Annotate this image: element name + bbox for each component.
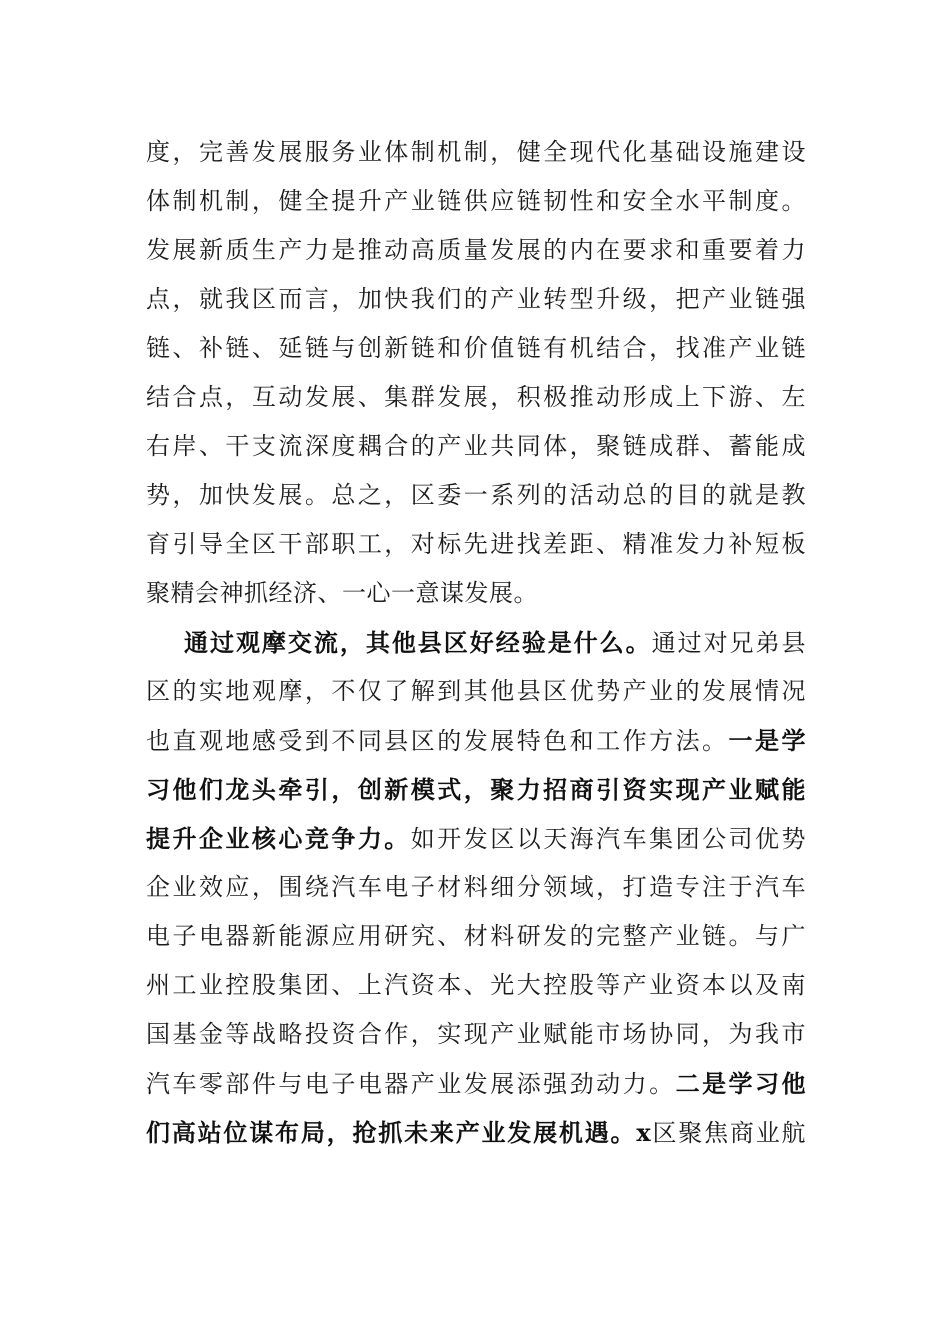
text-line	[146, 520, 806, 569]
bold-text-segment: 提升企业核心竞争力。	[146, 824, 411, 853]
text-segment: 结合点，互动发展、集群发展，积极推动形成上下游、左	[146, 383, 806, 411]
text-line	[146, 373, 806, 422]
text-line	[146, 128, 806, 177]
text-line	[146, 471, 806, 520]
text-segment: 育引导全区干部职工，对标先进找差距、精准发力补短板	[146, 530, 806, 558]
text-segment: 右岸、干支流深度耦合的产业共同体，聚链成群、蓄能成	[146, 432, 806, 460]
bold-text-segment: 们高站位谋布局，抢抓未来产业发展机遇。	[146, 1118, 637, 1147]
text-segment: 如开发区以天海汽车集团公司优势	[410, 825, 807, 853]
text-line	[146, 863, 806, 912]
text-line	[146, 618, 806, 667]
text-line	[146, 422, 806, 471]
text-line	[146, 1059, 806, 1108]
bold-text-segment: 一是学	[728, 726, 807, 755]
bold-text-segment: 二是学习他	[675, 1069, 807, 1098]
text-line	[146, 961, 806, 1010]
body-text	[146, 128, 806, 1157]
text-line	[146, 667, 806, 716]
text-line	[146, 226, 806, 275]
text-segment: 电子电器新能源应用研究、材料研发的完整产业链。与广	[146, 922, 806, 950]
text-segment: 链、补链、延链与创新链和价值链有机结合，找准产业链	[146, 334, 806, 362]
text-line	[146, 1010, 806, 1059]
text-line	[146, 1108, 806, 1157]
text-segment: 区聚焦商业航	[651, 1119, 807, 1147]
text-line	[146, 324, 806, 373]
text-line	[146, 716, 806, 765]
text-segment: 也直观地感受到不同县区的发展特色和工作方法。	[146, 727, 729, 755]
bold-text-segment: x	[636, 1118, 652, 1147]
text-line	[146, 569, 806, 618]
bold-text-segment: 通过观摩交流，其他县区好经验是什么。	[184, 628, 652, 657]
text-segment: 企业效应，围绕汽车电子材料细分领域，打造专注于汽车	[146, 873, 806, 901]
bold-text-segment: 习他们龙头牵引，创新模式，聚力招商引资实现产业赋能	[146, 775, 806, 804]
text-segment: 点，就我区而言，加快我们的产业转型升级，把产业链强	[146, 285, 806, 313]
text-segment: 区的实地观摩，不仅了解到其他县区优势产业的发展情况	[146, 677, 806, 705]
text-line	[146, 275, 806, 324]
text-segment: 州工业控股集团、上汽资本、光大控股等产业资本以及南	[146, 971, 806, 999]
text-segment: 发展新质生产力是推动高质量发展的内在要求和重要着力	[146, 236, 806, 264]
text-line	[146, 177, 806, 226]
text-line	[146, 912, 806, 961]
text-segment: 汽车零部件与电子电器产业发展添强劲动力。	[146, 1070, 676, 1098]
text-segment: 度，完善发展服务业体制机制，健全现代化基础设施建设	[146, 138, 806, 166]
text-segment: 体制机制，健全提升产业链供应链韧性和安全水平制度。	[146, 187, 806, 215]
text-segment: 通过对兄弟县	[651, 629, 807, 657]
text-line	[146, 765, 806, 814]
text-segment: 国基金等战略投资合作，实现产业赋能市场协同，为我市	[146, 1020, 806, 1048]
text-segment: 聚精会神抓经济、一心一意谋发展。	[146, 579, 538, 607]
text-line	[146, 814, 806, 863]
text-segment: 势，加快发展。总之，区委一系列的活动总的目的就是教	[146, 481, 806, 509]
